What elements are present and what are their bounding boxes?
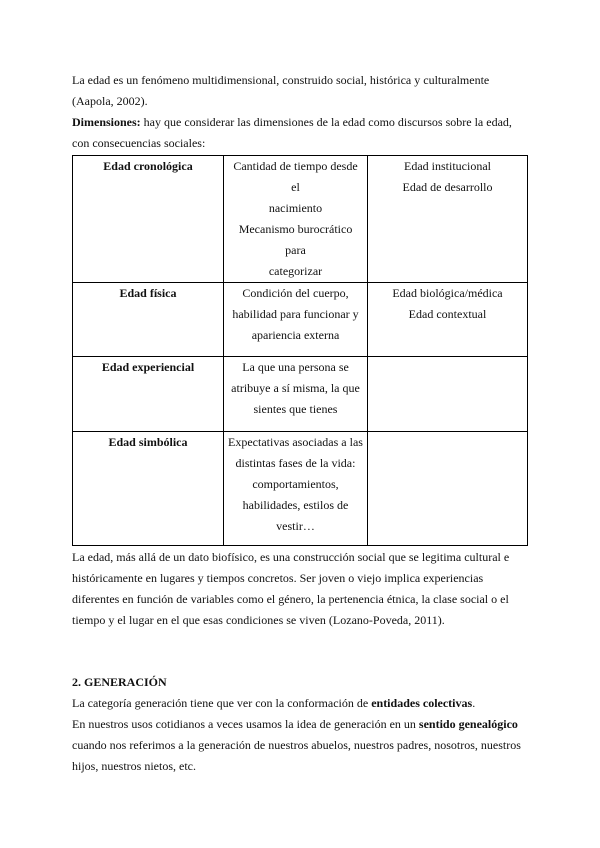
dimension-name: Edad experiencial	[73, 357, 224, 432]
bold-term: entidades colectivas	[371, 696, 473, 710]
dimension-related: Edad biológica/médica Edad contextual	[368, 283, 528, 357]
dimension-description: La que una persona se atribuye a sí misma, la que sientes que tienes	[224, 357, 368, 432]
table-row	[73, 156, 528, 283]
dimension-related: Edad institucional Edad de desarrollo	[368, 156, 528, 283]
after-line-4: tiempo y el lugar en el que esas condiciones se viven (Lozano-Poveda, 2011).	[72, 613, 445, 627]
after-line-1: La edad, más allá de un dato biofísico, es una construcción social que se legitima cultural e	[72, 550, 510, 564]
generation-paragraph-2: En nuestros usos cotidianos a veces usamos la idea de generación en un sentido genealógico	[72, 717, 518, 731]
table-row	[73, 432, 528, 546]
dimensions-paragraph	[72, 112, 528, 133]
dimension-related	[368, 432, 528, 546]
generation-line-3: hijos, nuestros nietos, etc.	[72, 759, 196, 773]
dimension-description: Expectativas asociadas a las distintas fases de la vida: comportamientos, habilidades, estilos de vestir…	[224, 432, 368, 546]
table-row	[73, 283, 528, 357]
generation-line-2: cuando nos referimos a la generación de nuestros abuelos, nuestros padres, nosotros, nuestros	[72, 738, 521, 752]
after-line-2: históricamente en lugares y tiempos concretos. Ser joven o viejo implica experiencias	[72, 571, 484, 585]
after-line-3: diferentes en función de variables como el género, la pertenencia étnica, la clase social o el	[72, 592, 509, 606]
dimension-related	[368, 357, 528, 432]
section-heading: 2. GENERACIÓN	[72, 675, 167, 689]
dimension-name: Edad física	[73, 283, 224, 357]
dimension-description: Condición del cuerpo, habilidad para funcionar y apariencia externa	[224, 283, 368, 357]
intro-line-1: La edad es un fenómeno multidimensional, construido social, histórica y culturalmente	[72, 73, 490, 87]
intro-line-2: (Aapola, 2002).	[72, 94, 148, 108]
dimensions-text: hay que considerar las dimensiones de la edad como discursos sobre la edad,	[140, 115, 512, 129]
generation-paragraph-1: La categoría generación tiene que ver con la conformación de entidades colectivas.	[72, 696, 476, 710]
dimension-name: Edad simbólica	[73, 432, 224, 546]
dimensions-label: Dimensiones:	[72, 115, 141, 129]
dimension-name: Edad cronológica	[73, 156, 224, 283]
table-row	[73, 357, 528, 432]
age-dimensions-table	[72, 155, 528, 546]
bold-term: sentido genealógico	[418, 717, 518, 731]
dimensions-line-2: con consecuencias sociales:	[72, 136, 206, 150]
dimension-description: Cantidad de tiempo desde el nacimiento Mecanismo burocrático para categorizar	[224, 156, 368, 283]
document-page	[72, 70, 528, 777]
